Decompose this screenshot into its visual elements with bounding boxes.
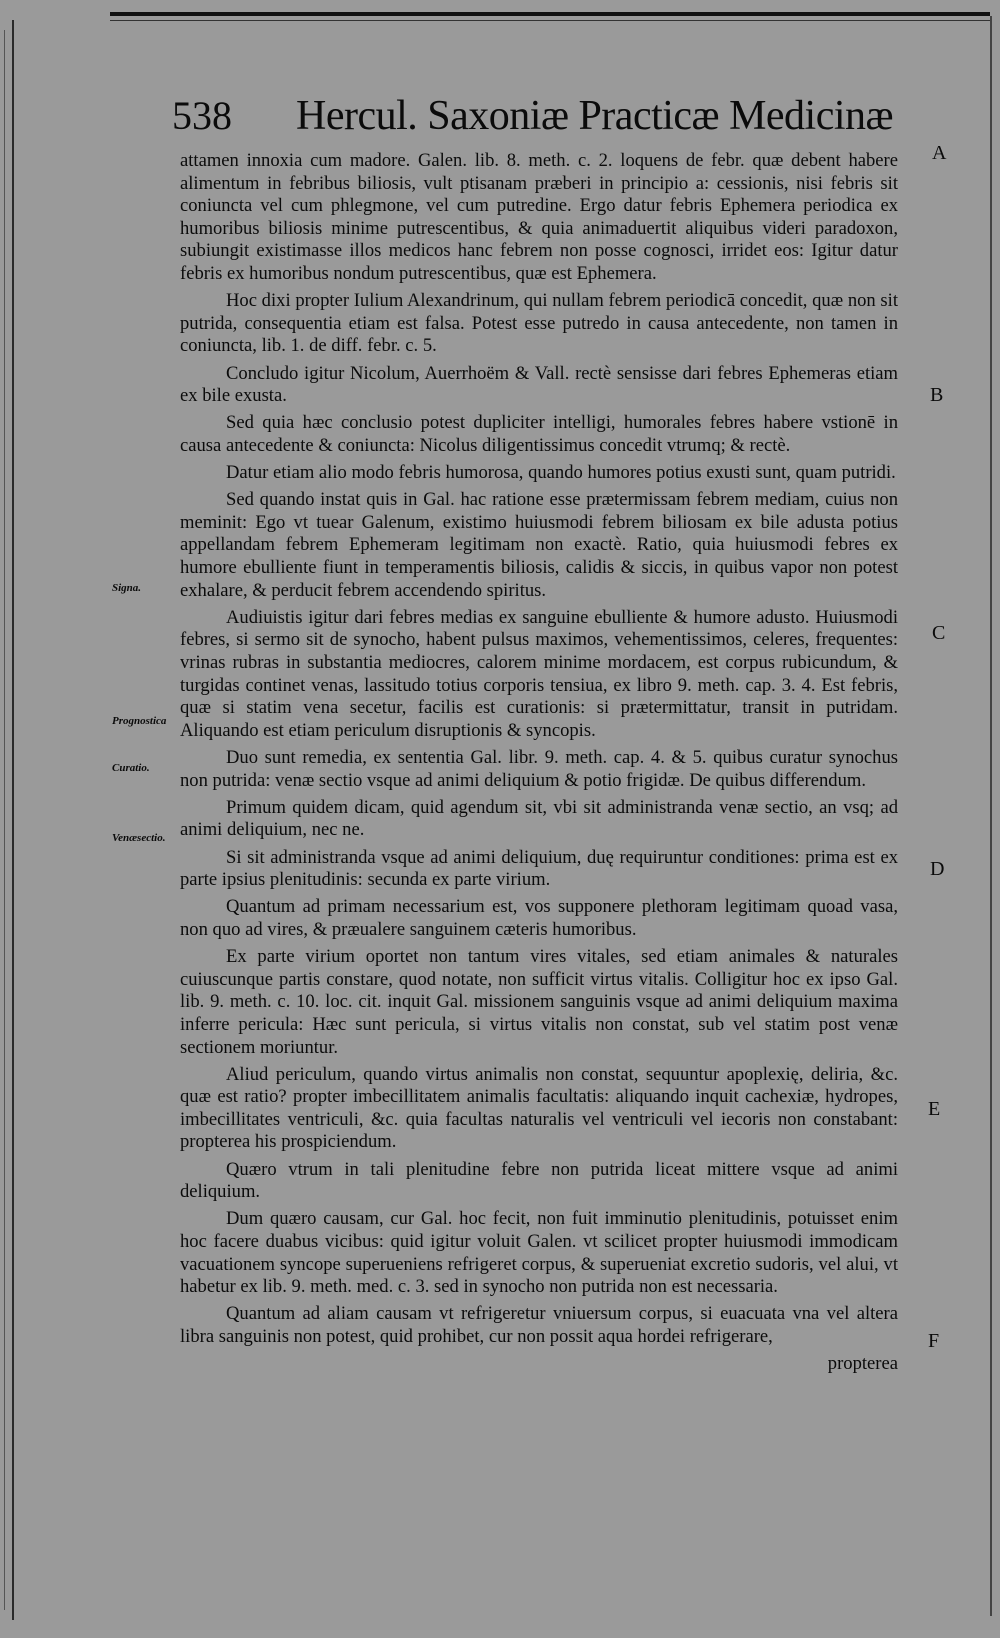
- section-letter-d: D: [930, 858, 945, 880]
- paragraph: Sed quando instat quis in Gal. hac ratione esse prætermissam febrem mediam, cuius non meminit: Ego vt tuear Galenum, existimo huiusmodi febrem biliosam ex bile adusta potius appellandam febrem Ephemeram legitimam non exactè. Ratio, quia huiusmodi febres ex humore ebulliente fiunt in temperamentis biliosis, calidis & siccis, in quibus vapor non potest exhalare, & perducit febrem accendendo spiritus.: [180, 489, 898, 601]
- right-edge-rule: [990, 16, 992, 1616]
- paragraph: attamen innoxia cum madore. Galen. lib. 8. meth. c. 2. loquens de febr. quæ debent habere alimentum in febribus biliosis, vult ptisanam præberi in principio a: cessionis, nisi febris sit coniuncta vel cum phlegmone, vel cum putredine. Ergo datur febris Ephemera periodica ex humoribus biliosis minime putrescentibus, & quia animaduertit aliquibus videri paradoxon, subiungit existimasse illos medicos hanc febrem non posse cognosci, irridet eos: Igitur datur febris ex humoribus nondum putrescentibus, quæ est Ephemera.: [180, 150, 898, 284]
- section-letter-c: C: [932, 622, 946, 644]
- margin-note-venaesectio: Venæsectio.: [112, 832, 166, 844]
- paragraph: Quæro vtrum in tali plenitudine febre non putrida liceat mittere vsque ad animi deliquium.: [180, 1158, 898, 1203]
- paragraph: Duo sunt remedia, ex sententia Gal. libr. 9. meth. cap. 4. & 5. quibus curatur synochus non putrida: venæ sectio vsque ad animi deliquium & potio frigidæ. De quibus differendum.: [180, 747, 898, 791]
- left-edge-rule-thin: [4, 30, 5, 1610]
- paragraph: Sed quia hæc conclusio potest dupliciter intelligi, humorales febres habere vstionē in causa antecedente & coniuncta: Nicolus diligentissimus concedit vtrumq; & rectè.: [180, 412, 898, 456]
- section-letter-f: F: [928, 1330, 940, 1352]
- section-letter-b: B: [930, 384, 944, 406]
- top-rule: [110, 12, 990, 16]
- section-letter-a: A: [932, 142, 947, 164]
- paragraph: Dum quæro causam, cur Gal. hoc fecit, non fuit imminutio plenitudinis, potuisset enim hoc facere duabus vicibus: quid igitur voluit Galen. vt scilicet propter huiusmodi immodicam vacuationem syncope superueniens refrigeret corpus, & superueniat excretio sudoris, vel alui, vt habetur ex lib. 9. meth. med. c. 3. sed in synocho non putrida non est necessaria.: [180, 1208, 898, 1298]
- paragraph: Quantum ad primam necessarium est, vos supponere plethoram legitimam quoad vasa, non quo ad vires, & præualere sanguinem cæteris humoribus.: [180, 896, 898, 940]
- catchword: propterea: [827, 1353, 898, 1375]
- left-edge-rule: [12, 20, 14, 1620]
- margin-note-signa: Signa.: [112, 582, 142, 594]
- paragraph: Primum quidem dicam, quid agendum sit, vbi sit administranda venæ sectio, an vsq; ad animi deliquium, nec ne.: [180, 796, 898, 841]
- paragraph: Hoc dixi propter Iulium Alexandrinum, qui nullam febrem periodicā concedit, quæ non sit putrida, consequentia etiam est falsa. Potest esse putredo in causa antecedente, non tamen in coniuncta, lib. 1. de diff. febr. c. 5.: [180, 290, 898, 357]
- margin-note-prognostica: Prognostica: [112, 715, 167, 727]
- paragraph: Aliud periculum, quando virtus animalis non constat, sequuntur apoplexię, deliria, &c. quæ est ratio? propter imbecillitatem animalis facultatis: aliquando inquit cachexiæ, hydropes, imbecillitates ventriculi, &c. quia facultas naturalis vel ventriculi vel iecoris non constabant: propterea his prospiciendum.: [180, 1063, 898, 1153]
- paragraph: Concludo igitur Nicolum, Auerrhoëm & Vall. rectè sensisse dari febres Ephemeras etiam ex bile exusta.: [180, 362, 898, 407]
- running-title: Hercul. Saxoniæ Practicæ Medicinæ: [296, 93, 894, 139]
- page-number: 538: [172, 93, 232, 138]
- paragraph: Datur etiam alio modo febris humorosa, quando humores potius exusti sunt, quam putridi.: [226, 462, 896, 484]
- section-letter-e: E: [928, 1098, 941, 1120]
- page-header: [172, 92, 932, 152]
- margin-note-curatio: Curatio.: [112, 762, 150, 774]
- paragraph: Ex parte virium oportet non tantum vires vitales, sed etiam animales & naturales cuiuscunque partis constare, quod notate, non sufficit virtus vitalis. Colligitur hoc ex ipso Gal. lib. 9. meth. c. 10. loc. cit. inquit Gal. missionem sanguinis vsque ad animi deliquium maxima inferre pericula: Hæc sunt pericula, si virtus vitalis non constat, sub vel statim post venæ sectionem moriuntur.: [180, 946, 898, 1058]
- top-rule-thin: [110, 20, 990, 21]
- body-text: [180, 150, 898, 1380]
- paragraph: Quantum ad aliam causam vt refrigeretur vniuersum corpus, si euacuata vna vel altera libra sanguinis non potest, quid prohibet, cur non possit aqua hordei refrigerare,: [180, 1303, 898, 1347]
- paragraph: Audiuistis igitur dari febres medias ex sanguine ebulliente & humore adusto. Huiusmodi febres, si sermo sit de synocho, habent pulsus maximos, vehementissimos, celeres, frequentes: vrinas rubras in substantia mediocres, calorem minime mordacem, est corpus rubicundum, & turgidas continet venas, lassitudo totius corporis tensiua, ex libro 9. meth. cap. 3. 4. Est febris, quæ si statim vena secetur, facilis est curationis: si prætermittatur, transit in putridam. Aliquando est etiam periculum disruptionis & syncopis.: [180, 606, 898, 741]
- paragraph: Si sit administranda vsque ad animi deliquium, duę requiruntur conditiones: prima est ex parte ipsius plenitudinis: secunda ex parte virium.: [180, 846, 898, 891]
